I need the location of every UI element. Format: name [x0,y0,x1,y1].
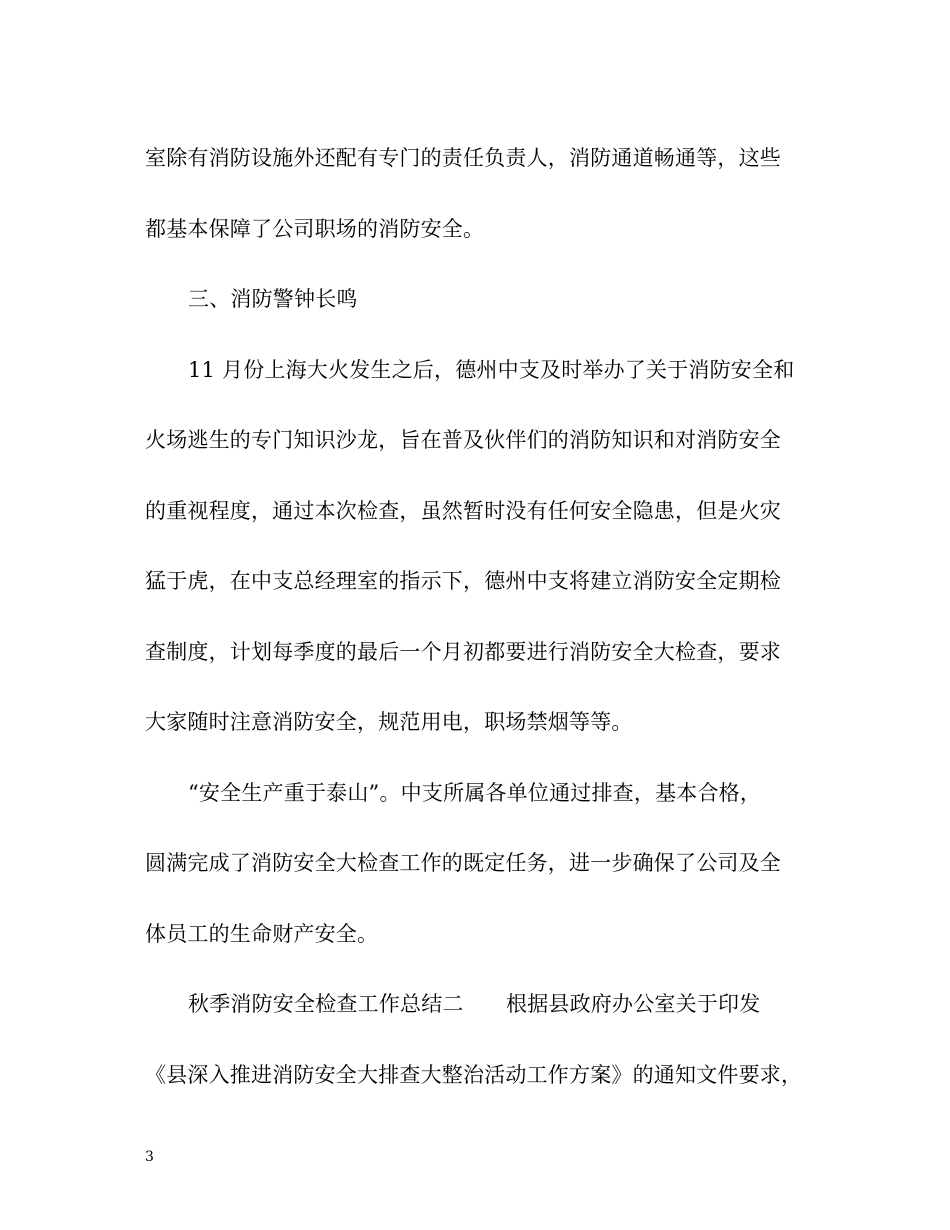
body-text-line: 火场逃生的专门知识沙龙，旨在普及伙伴们的消防知识和对消防安全 [145,428,781,452]
body-text-line: 体员工的生命财产安全。 [145,922,379,946]
body-text-line: 圆满完成了消防安全大检查工作的既定任务，进一步确保了公司及全 [145,851,781,875]
body-text-line: 猛于虎，在中支总经理室的指示下，德州中支将建立消防安全定期检 [145,569,781,593]
body-text-line: 查制度，计划每季度的最后一个月初都要进行消防安全大检查，要求 [145,640,781,664]
page-number: 3 [145,1149,154,1165]
body-text-line: 室除有消防设施外还配有专门的责任负责人，消防通道畅通等，这些 [145,146,781,170]
body-text-line: 的重视程度，通过本次检查，虽然暂时没有任何安全隐患，但是火灾 [145,499,781,523]
body-text-line: 11 月份上海大火发生之后，德州中支及时举办了关于消防安全和 [188,358,795,382]
body-text-line: “安全生产重于泰山”。中支所属各单位通过排查，基本合格， [188,781,762,805]
body-text-line: 秋季消防安全检查工作总结二 根据县政府办公室关于印发 [188,992,761,1016]
body-text-line: 都基本保障了公司职场的消防安全。 [145,217,485,241]
body-text-line: 《县深入推进消防安全大排查大整治活动工作方案》的通知文件要求， [145,1063,803,1087]
body-text-line: 大家随时注意消防安全，规范用电，职场禁烟等等。 [145,710,633,734]
section-heading: 三、消防警钟长鸣 [188,287,358,311]
